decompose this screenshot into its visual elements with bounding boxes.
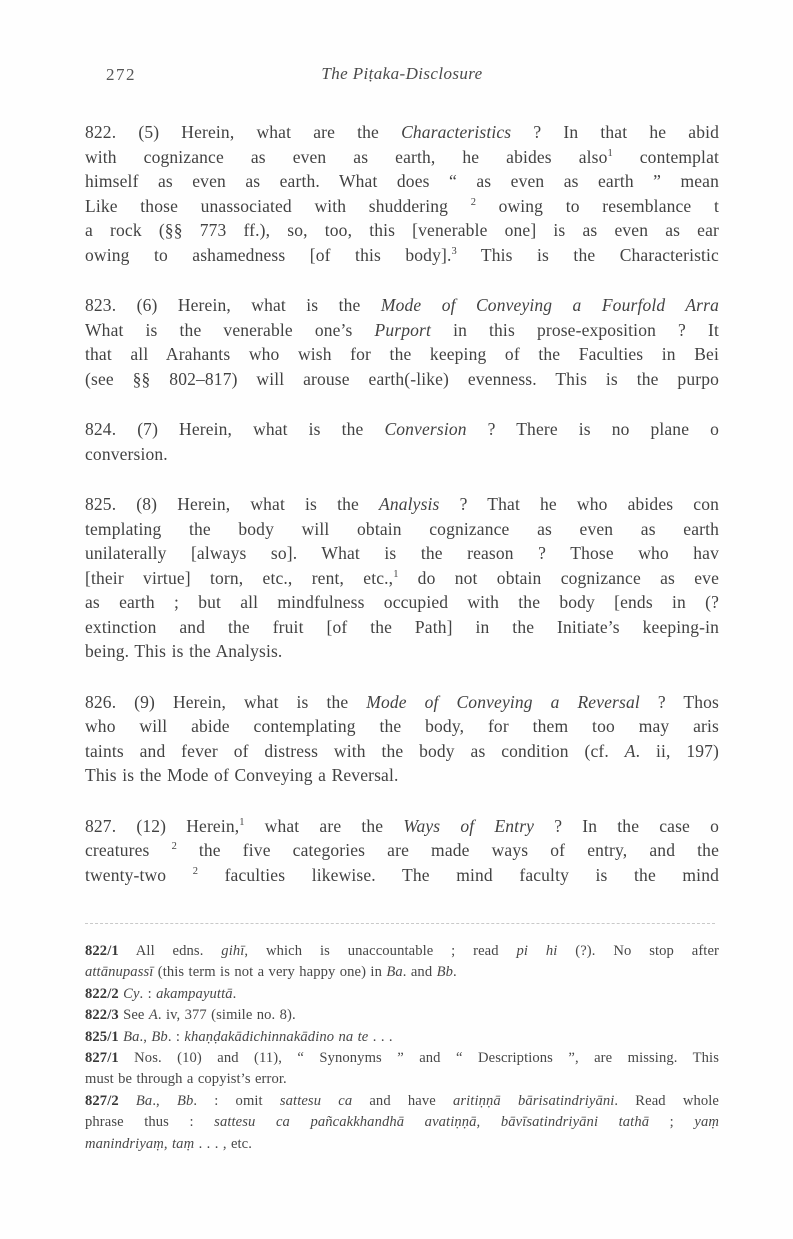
- paragraph: [85, 492, 719, 664]
- text-line: templating the body will obtain cognizance as even as earth: [85, 518, 719, 539]
- text-line: as earth ; but all mindfulness occupied with the body [ends in (?: [85, 592, 719, 612]
- paragraph: [85, 417, 719, 466]
- text-line: with cognizance as even as earth, he abides also$^1$ contemplat: [85, 146, 720, 167]
- text-line: a rock (§§ 773 ff.), so, too, this [venerable one] is as even as ear: [85, 220, 719, 240]
- text-line: (see §§ 802–817) will arouse earth(-like) evenness. This is the purpo: [85, 368, 719, 389]
- text-line: himself as even as earth. What does “ as even as earth ” mean: [85, 171, 719, 191]
- page-number: 272: [106, 65, 136, 84]
- page-header: [85, 64, 719, 90]
- footnotes: [85, 941, 719, 1155]
- text-line: 823. (6) Herein, what is the Mode of Conveying a Fourfold Arra: [85, 295, 719, 315]
- footnote-divider: [85, 923, 715, 924]
- text-line: owing to ashamedness [of this body].$^3$ This is the Characteristic: [85, 244, 719, 265]
- footnote-line: 822/2 Cy. : akampayuttā.: [85, 985, 237, 1002]
- running-title: The Piṭaka-Disclosure: [321, 64, 483, 83]
- text-line: conversion.: [85, 443, 168, 464]
- footnote-line: phrase thus : sattesu ca pañcakkhandhā avatiṇṇā, bāvīsatindriyāni tathā ; yaṃ: [85, 1114, 719, 1131]
- text-line: 825. (8) Herein, what is the Analysis ? That he who abides con: [85, 494, 720, 514]
- text-line: extinction and the fruit [of the Path] in the Initiate’s keeping-in: [85, 616, 719, 637]
- footnote-line: 827/2 Ba., Bb. : omit sattesu ca and have aritiṇṇā bārisatindriyāni. Read whole: [85, 1092, 719, 1109]
- text-line: 826. (9) Herein, what is the Mode of Conveying a Reversal ? Thos: [85, 691, 720, 712]
- text-line: Like those unassociated with shuddering $^2$ owing to resemblance t: [85, 195, 719, 216]
- text-line: being. This is the Analysis.: [85, 641, 283, 661]
- footnote-line: 822/1 All edns. gihī, which is unaccountable ; read pi hi (?). No stop after: [85, 943, 720, 959]
- text-line: taints and fever of distress with the body as condition (cf. A. ii, 197): [85, 740, 719, 761]
- text-line: creatures $^2$ the five categories are made ways of entry, and the: [85, 840, 719, 860]
- paragraph: [85, 690, 719, 788]
- footnote-line: manindriyaṃ, taṃ . . . , etc.: [85, 1135, 253, 1152]
- text-line: 824. (7) Herein, what is the Conversion ? There is no plane o: [85, 419, 720, 439]
- text-line: [their virtue] torn, etc., rent, etc.,$^1$ do not obtain cognizance as eve: [85, 567, 719, 588]
- text-line: unilaterally [always so]. What is the reason ? Those who hav: [85, 543, 719, 563]
- footnote-line: must be through a copyist’s error.: [85, 1071, 287, 1088]
- footnote-line: 827/1 Nos. (10) and (11), “ Synonyms ” and “ Descriptions ”, are missing. This: [85, 1050, 719, 1067]
- paragraph: [85, 120, 719, 267]
- text-line: What is the venerable one’s Purport in this prose-exposition ? It: [85, 319, 719, 340]
- text-line: This is the Mode of Conveying a Reversal.: [85, 765, 399, 785]
- paragraph: [85, 814, 719, 888]
- text-line: twenty-two $^2$ faculties likewise. The mind faculty is the mind: [85, 864, 719, 885]
- footnote-line: 822/3 See A. iv, 377 (simile no. 8).: [85, 1007, 296, 1024]
- text-line: 827. (12) Herein,$^1$ what are the Ways of Entry ? In the case o: [85, 815, 719, 836]
- paragraph: [85, 293, 719, 391]
- text-line: who will abide contemplating the body, for them too may aris: [85, 716, 719, 736]
- text-line: that all Arahants who wish for the keeping of the Faculties in Bei: [85, 344, 719, 364]
- footnote-line: 825/1 Ba., Bb. : khaṇḍakādichinnakādino na te . . .: [85, 1028, 393, 1045]
- text-line: 822. (5) Herein, what are the Characteristics ? In that he abid: [85, 122, 720, 142]
- page-body: [85, 120, 719, 887]
- footnote-line: attānupassī (this term is not a very happy one) in Ba. and Bb.: [85, 964, 457, 981]
